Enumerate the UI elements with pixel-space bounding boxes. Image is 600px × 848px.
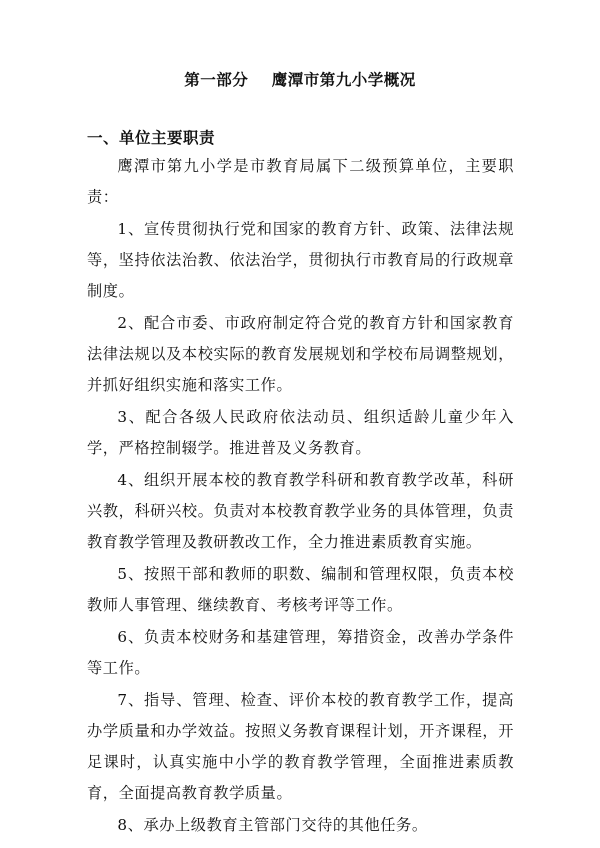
paragraph-duty-3: 3、配合各级人民政府依法动员、组织适龄儿童少年入学，严格控制辍学。推进普及义务教育。: [87, 408, 514, 457]
body-text: [87, 151, 514, 842]
section-heading: 一、单位主要职责: [87, 129, 216, 147]
paragraph-duty-4: 4、组织开展本校的教育教学科研和教育教学改革，科研兴教，科研兴校。负责对本校教育教学业务的具体管理，负责教育教学管理及教研教改工作，全力推进素质教育实施。: [87, 471, 514, 551]
paragraph-duty-5: 5、按照干部和教师的职数、编制和管理权限，负责本校教师人事管理、继续教育、考核考评等工作。: [87, 565, 514, 614]
paragraph-duty-7: 7、指导、管理、检查、评价本校的教育教学工作，提高办学质量和办学效益。按照义务教育课程计划，开齐课程，开足课时，认真实施中小学的教育教学管理，全面推进素质教育，全面提高教育教学质量。: [87, 691, 514, 802]
page-title: 第一部分 鹰潭市第九小学概况: [184, 71, 416, 89]
paragraph-duty-1: 1、宣传贯彻执行党和国家的教育方针、政策、法律法规等，坚持依法治教、依法治学，贯彻执行市教育局的行政规章制度。: [87, 220, 514, 300]
paragraph-intro: 鹰潭市第九小学是市教育局属下二级预算单位，主要职责：: [87, 157, 514, 206]
paragraph-duty-8: 8、承办上级教育主管部门交待的其他任务。: [117, 816, 428, 834]
paragraph-duty-6: 6、负责本校财务和基建管理，筹措资金，改善办学条件等工作。: [87, 628, 514, 677]
paragraph-duty-2: 2、配合市委、市政府制定符合党的教育方针和国家教育法律法规以及本校实际的教育发展规划和学校布局调整规划，并抓好组织实施和落实工作。: [87, 314, 514, 394]
